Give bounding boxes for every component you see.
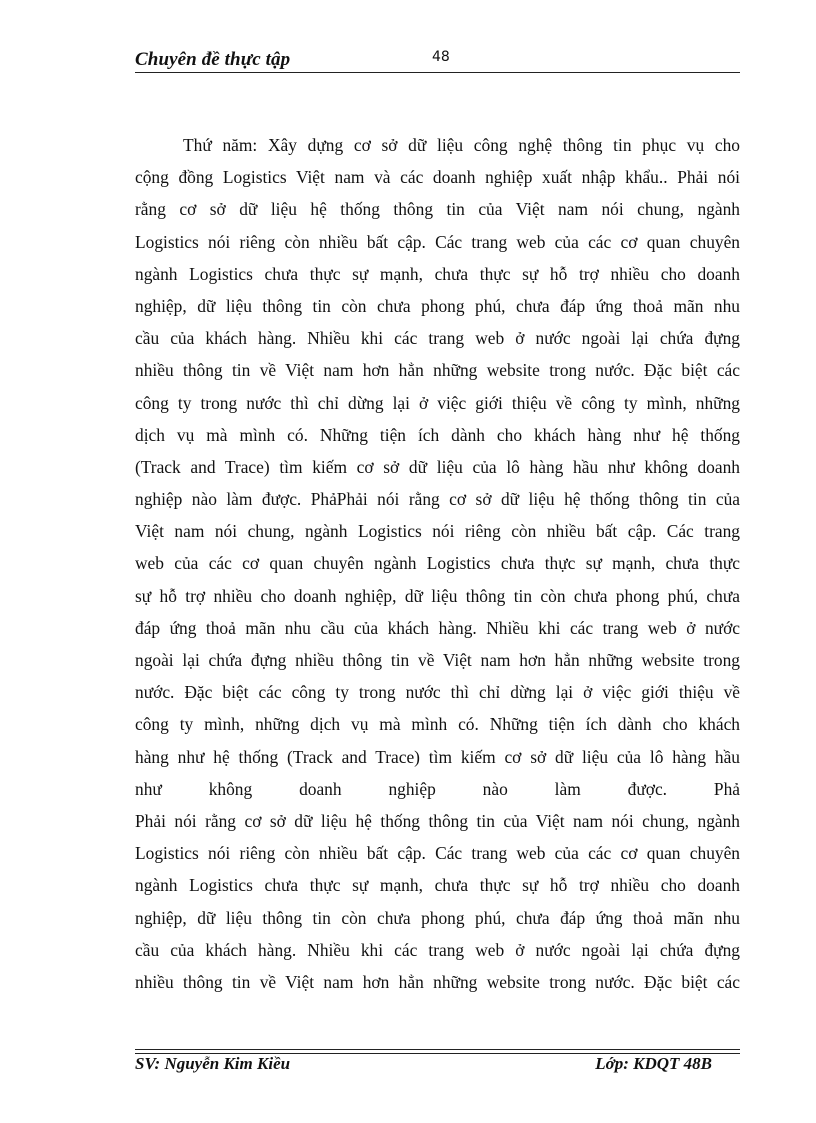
text-line: ngành Logistics chưa thực sự mạnh, chưa thực sự hỗ trợ nhiều cho doanh (135, 263, 740, 284)
text-line: Logistics nói riêng còn nhiều bất cập. Các trang web của các cơ quan chuyên (135, 231, 740, 252)
document-title: Chuyên đề thực tập (135, 49, 291, 70)
page-footer (135, 1054, 740, 1078)
text-line: cộng đồng Logistics Việt nam và các doanh nghiệp xuất nhập khẩu.. Phải nói (135, 167, 740, 188)
text-line: nước. Đặc biệt các công ty trong nước thì chỉ dừng lại ở việc giới thiệu về (135, 682, 740, 703)
student-name: SV: Nguyễn Kim Kiều (135, 1054, 291, 1073)
footer-divider (135, 1049, 740, 1050)
page-number: 48 (432, 49, 450, 65)
text-line: ngoài lại chứa đựng nhiều thông tin về Việt nam hơn hẳn những website trong (135, 650, 740, 670)
text-line: như không doanh nghiệp nào làm được. Phả (135, 778, 740, 799)
body-paragraph (135, 129, 740, 998)
text-line: dịch vụ mà mình có. Những tiện ích dành cho khách hàng như hệ thống (135, 424, 740, 445)
text-line: công ty trong nước thì chỉ dừng lại ở việc giới thiệu về công ty mình, những (135, 392, 740, 413)
text-line: Logistics nói riêng còn nhiều bất cập. Các trang web của các cơ quan chuyên (135, 843, 740, 864)
text-line: cầu của khách hàng. Nhiều khi các trang web ở nước ngoài lại chứa đựng (135, 939, 740, 960)
text-line: nghiệp nào làm được. PhảPhải nói rằng cơ sở dữ liệu hệ thống thông tin của (135, 489, 740, 510)
text-line: nhiều thông tin về Việt nam hơn hẳn những website trong nước. Đặc biệt các (135, 360, 740, 381)
text-line: ngành Logistics chưa thực sự mạnh, chưa thực sự hỗ trợ nhiều cho doanh (135, 875, 740, 896)
text-line: (Track and Trace) tìm kiếm cơ sở dữ liệu của lô hàng hầu như không doanh (135, 456, 740, 477)
class-name: Lớp: KDQT 48B (595, 1054, 712, 1073)
text-line: nghiệp, dữ liệu thông tin còn chưa phong phú, chưa đáp ứng thoả mãn nhu (135, 295, 740, 316)
text-line: nhiều thông tin về Việt nam hơn hẳn những website trong nước. Đặc biệt các (135, 971, 740, 992)
text-line: công ty mình, những dịch vụ mà mình có. Những tiện ích dành cho khách (135, 714, 740, 735)
text-line: Thứ năm: Xây dựng cơ sở dữ liệu công nghệ thông tin phục vụ cho (183, 135, 740, 155)
text-line: cầu của khách hàng. Nhiều khi các trang web ở nước ngoài lại chứa đựng (135, 328, 740, 349)
text-line: sự hỗ trợ nhiều cho doanh nghiệp, dữ liệu thông tin còn chưa phong phú, chưa (135, 585, 740, 606)
page-header (135, 46, 740, 72)
text-line: nghiệp, dữ liệu thông tin còn chưa phong phú, chưa đáp ứng thoả mãn nhu (135, 907, 740, 928)
text-line: Việt nam nói chung, ngành Logistics nói riêng còn nhiều bất cập. Các trang (135, 521, 740, 542)
header-divider (135, 72, 740, 73)
text-line: đáp ứng thoả mãn nhu cầu của khách hàng. Nhiều khi các trang web ở nước (135, 617, 740, 638)
text-line: hàng như hệ thống (Track and Trace) tìm kiếm cơ sở dữ liệu của lô hàng hầu (135, 746, 740, 767)
text-line: rằng cơ sở dữ liệu hệ thống thông tin của Việt nam nói chung, ngành (135, 199, 740, 220)
text-line: Phải nói rằng cơ sở dữ liệu hệ thống thông tin của Việt nam nói chung, ngành (135, 810, 740, 831)
text-line: web của các cơ quan chuyên ngành Logistics chưa thực sự mạnh, chưa thực (135, 553, 740, 574)
